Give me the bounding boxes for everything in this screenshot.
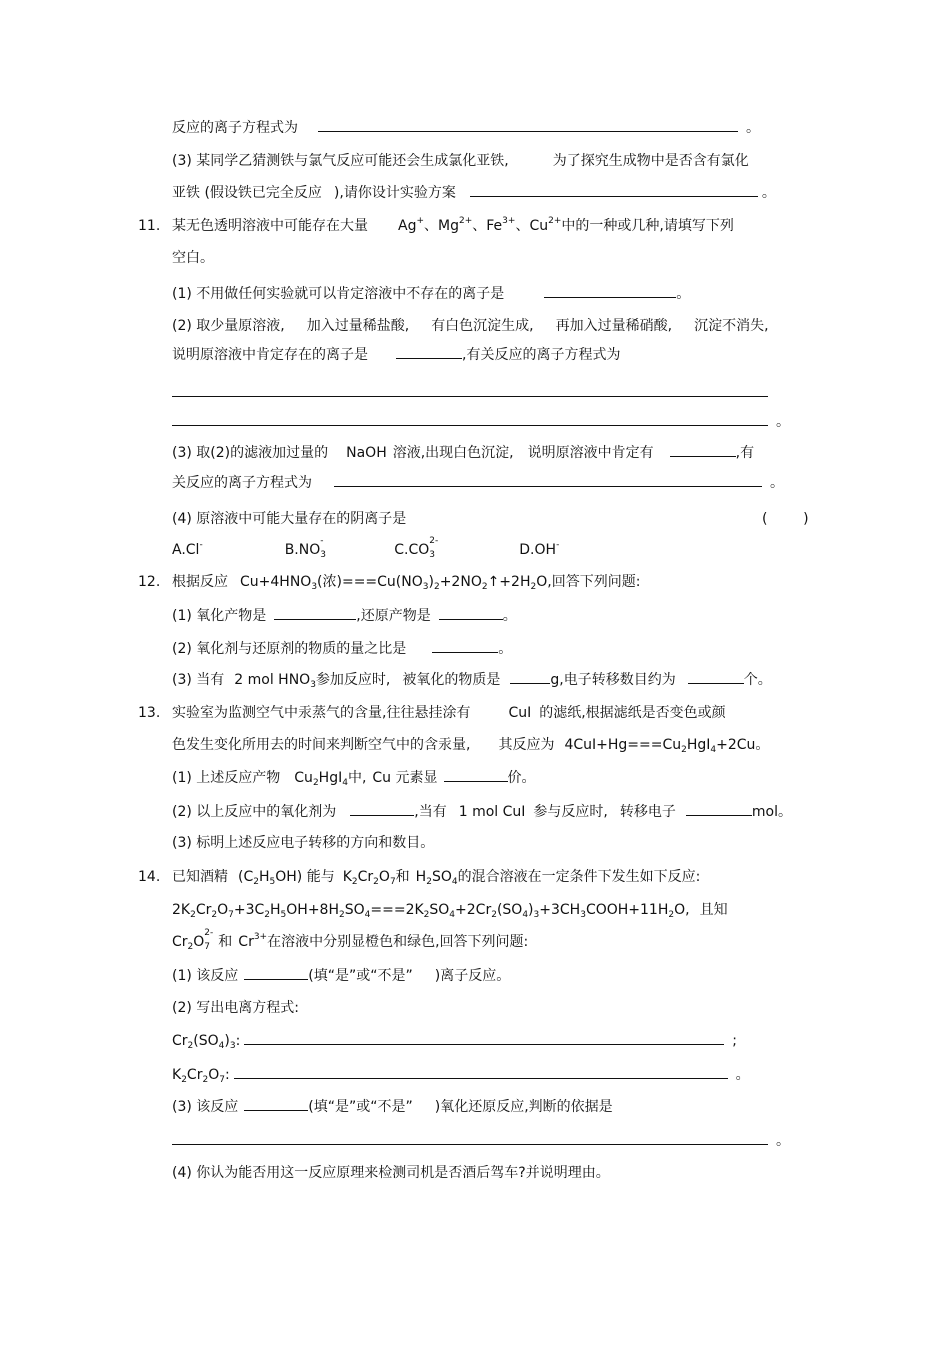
- q12-part2: [172, 637, 812, 661]
- q11-part3-line2: [172, 471, 812, 495]
- text: (4) 原溶液中可能大量存在的阴离子是: [172, 511, 407, 527]
- answer-blank[interactable]: [686, 800, 752, 816]
- eq: SO: [431, 869, 452, 885]
- sub-sup: [429, 536, 443, 560]
- text: 价。: [507, 770, 536, 786]
- text: :: [224, 1067, 230, 1083]
- q13-stem-line2: [172, 733, 812, 757]
- text: Cu: [294, 770, 313, 786]
- subscript: 4: [364, 910, 371, 920]
- subscript: 3: [310, 680, 316, 690]
- text: 和: [395, 869, 410, 885]
- text: 。: [776, 414, 790, 430]
- subscript: 2: [668, 910, 675, 920]
- subscript: 2: [423, 910, 430, 920]
- subscript: 2: [202, 1075, 209, 1085]
- charge: -: [199, 540, 203, 550]
- eq: O: [193, 934, 205, 950]
- text: (2) 以上反应中的氧化剂为: [172, 804, 337, 820]
- text: ,有关反应的离子方程式为: [462, 347, 621, 363]
- text: D.OH: [519, 542, 557, 558]
- text: 为了探究生成物中是否含有氯化: [552, 153, 749, 169]
- q14-part3: [172, 1095, 812, 1119]
- q14-equation: [172, 898, 817, 922]
- text: (1) 上述反应产物: [172, 770, 281, 786]
- eq: O: [208, 1067, 220, 1083]
- text: 。: [502, 608, 517, 624]
- q11-part4: [172, 507, 812, 531]
- answer-blank[interactable]: [234, 1063, 728, 1079]
- text: )氧化还原反应,判断的依据是: [434, 1099, 613, 1115]
- q11-part2-line1: [172, 314, 812, 338]
- eq: +2Cr: [455, 902, 492, 918]
- eq: ↑+2H: [487, 574, 531, 590]
- charge: 2-: [429, 536, 439, 546]
- answer-blank[interactable]: [244, 1095, 308, 1111]
- text: 。: [770, 475, 784, 491]
- text: 个。: [743, 672, 772, 688]
- subscript: 2: [253, 877, 259, 887]
- text: 某无色透明溶液中可能存在大量: [172, 218, 368, 234]
- text: 再加入过量稀硝酸,: [555, 318, 673, 334]
- text: (3) 该反应: [172, 1099, 239, 1115]
- charge: -: [320, 536, 324, 546]
- text: ,还原产物是: [356, 608, 431, 624]
- subscript: 2: [426, 877, 432, 887]
- charge: +: [416, 216, 425, 226]
- eq: O,回答下列问题:: [536, 574, 641, 590]
- subscript: 2: [530, 582, 537, 592]
- text: ;: [732, 1033, 738, 1049]
- text: (2) 氧化剂与还原剂的物质的量之比是: [172, 641, 407, 657]
- text: (2) 取少量原溶液,: [172, 318, 285, 334]
- answer-blank[interactable]: [172, 1129, 768, 1145]
- answer-blank[interactable]: [244, 964, 308, 980]
- sep: 、: [515, 218, 530, 234]
- q13-part2: [172, 800, 812, 824]
- subscript: 4: [710, 745, 717, 755]
- subscript: 3: [580, 910, 586, 920]
- subscript: 2: [187, 1041, 194, 1051]
- text: (3) 某同学乙猜测铁与氯气反应可能还会生成氯化亚铁,: [172, 153, 509, 169]
- eq: (SO: [496, 902, 523, 918]
- eq: O: [378, 869, 390, 885]
- text: :: [235, 1033, 241, 1049]
- charge: 2+: [458, 216, 473, 226]
- eq: K: [172, 1067, 182, 1083]
- answer-blank[interactable]: [244, 1029, 724, 1045]
- answer-blank[interactable]: [688, 668, 744, 684]
- text: (4) 你认为能否用这一反应原理来检测司机是否酒后驾车?并说明理由。: [172, 1165, 610, 1181]
- q11-part1: [172, 282, 812, 306]
- answer-blank[interactable]: [334, 471, 762, 487]
- text: 参加反应时,: [315, 672, 391, 688]
- question-number: 11.: [138, 218, 161, 234]
- text: 已知酒精: [172, 869, 228, 885]
- text: (1) 氧化产物是: [172, 608, 267, 624]
- text: 被氧化的物质是: [402, 672, 501, 688]
- question-number: 14.: [138, 869, 161, 885]
- subscript: 2: [681, 745, 687, 755]
- text: (1) 该反应: [172, 968, 239, 984]
- subscript: 2: [181, 1075, 187, 1085]
- answer-blank[interactable]: [444, 766, 508, 782]
- answer-blank[interactable]: [470, 181, 758, 197]
- subscript: 4: [522, 910, 529, 920]
- eq: Cr: [186, 1067, 203, 1083]
- eq: (SO: [193, 1033, 219, 1049]
- eq: SO: [344, 902, 365, 918]
- answer-paren[interactable]: ( ): [762, 511, 809, 527]
- answer-blank[interactable]: [510, 668, 550, 684]
- text: 。: [498, 641, 513, 657]
- subscript: 7: [228, 910, 234, 920]
- text: HgI: [318, 770, 343, 786]
- subscript: 4: [218, 1041, 225, 1051]
- subscript: 4: [451, 877, 458, 887]
- answer-blank[interactable]: [396, 343, 462, 359]
- text: 说明原溶液中肯定存在的离子是: [172, 347, 368, 363]
- q14-part2: [172, 996, 812, 1020]
- subscript: 3: [422, 582, 429, 592]
- eq: SO: [429, 902, 450, 918]
- subscript: 2: [190, 910, 196, 920]
- eq: H: [258, 869, 270, 885]
- text: (1) 不用做任何实验就可以肯定溶液中不存在的离子是: [172, 286, 505, 302]
- text: 实验室为监测空气中汞蒸气的含量,往往悬挂涂有: [172, 705, 471, 721]
- subscript: 5: [280, 910, 287, 920]
- q11-stem-line1: [172, 214, 812, 238]
- text: 空白。: [172, 250, 214, 266]
- subscript: 4: [342, 778, 348, 788]
- subscript: 2: [312, 778, 319, 788]
- answer-blank[interactable]: [432, 637, 498, 653]
- option-d[interactable]: [519, 542, 559, 558]
- text: (3) 标明上述反应电子转移的方向和数目。: [172, 835, 435, 851]
- eq: +2NO: [439, 574, 482, 590]
- eq: O: [217, 902, 229, 918]
- q14-stem: [172, 865, 812, 889]
- text: 且知: [699, 902, 728, 918]
- option-b[interactable]: [284, 536, 329, 560]
- text: 中,: [347, 770, 367, 786]
- eq: ): [428, 574, 434, 590]
- sep: 、: [472, 218, 487, 234]
- text: 其反应为: [498, 737, 555, 753]
- q14-part1: [172, 964, 812, 988]
- subscript: 2: [433, 582, 440, 592]
- text: Cu 元素显: [372, 770, 438, 786]
- text: 加入过量稀盐酸,: [306, 318, 410, 334]
- text: CuI: [508, 705, 532, 721]
- subscript: 3: [320, 550, 326, 560]
- q11-stem-line2: [172, 246, 812, 270]
- eq: H: [415, 869, 427, 885]
- eq: +3C: [233, 902, 265, 918]
- text: ,有: [735, 445, 755, 461]
- eq: (C: [238, 869, 254, 885]
- eq: 2K: [172, 902, 191, 918]
- eq: K: [342, 869, 352, 885]
- text: 有白色沉淀生成,: [431, 318, 534, 334]
- ion-mg: Mg: [438, 218, 459, 234]
- text: 和: [218, 934, 233, 950]
- eq: ===2K: [370, 902, 424, 918]
- q11-part2-answer-line1: [172, 381, 812, 405]
- answer-blank[interactable]: [318, 116, 738, 132]
- subscript: 3: [533, 910, 540, 920]
- text: mol。: [751, 804, 792, 820]
- text: g,电子转移数目约为: [550, 672, 676, 688]
- answer-blank[interactable]: [670, 441, 736, 457]
- answer-blank[interactable]: [350, 800, 414, 816]
- ion-fe: Fe: [486, 218, 503, 234]
- text: 的混合溶液在一定条件下发生如下反应:: [457, 869, 701, 885]
- text: 溶液,出现白色沉淀,: [392, 445, 514, 461]
- question-number: 13.: [138, 705, 161, 721]
- sep: 、: [424, 218, 439, 234]
- text: 沉淀不消失,: [694, 318, 769, 334]
- text: 。: [735, 1067, 750, 1083]
- q11-options: [172, 538, 812, 562]
- text: 的滤纸,根据滤纸是否变色或颜: [539, 705, 726, 721]
- charge: -: [556, 540, 560, 550]
- text: 亚铁 (假设铁已完全反应: [172, 185, 322, 201]
- eq: OH+8H: [286, 902, 339, 918]
- eq: Cr: [238, 934, 254, 950]
- charge: 2-: [204, 928, 214, 938]
- eq: Cr: [172, 934, 188, 950]
- text: 反应的离子方程式为: [172, 120, 298, 136]
- text: 在溶液中分别显橙色和绿色,回答下列问题:: [267, 934, 529, 950]
- answer-blank[interactable]: [439, 604, 503, 620]
- subscript: 2: [264, 910, 271, 920]
- option-a[interactable]: [172, 542, 203, 558]
- text: 说明原溶液中肯定有: [527, 445, 654, 461]
- text: 关反应的离子方程式为: [172, 475, 312, 491]
- q12-stem: [172, 570, 812, 594]
- text: (3) 当有: [172, 672, 225, 688]
- text: )离子反应。: [434, 968, 511, 984]
- option-c[interactable]: [394, 536, 443, 560]
- text: 色发生变化所用去的时间来判断空气中的含汞量,: [172, 737, 471, 753]
- eq: Cr: [195, 902, 212, 918]
- q14-part2-line2: [172, 1063, 812, 1087]
- subscript: 2: [351, 877, 358, 887]
- line-ionic-equation: [172, 116, 812, 140]
- subscript: 7: [219, 1075, 225, 1085]
- q14-part3-answer: [172, 1129, 812, 1153]
- text: 参与反应时,: [533, 804, 608, 820]
- subscript: 7: [204, 942, 211, 952]
- answer-blank[interactable]: [274, 604, 356, 620]
- q11-part2-line2: [172, 343, 812, 367]
- text: A.Cl: [172, 542, 200, 558]
- q14-part2-line1: [172, 1029, 812, 1053]
- text: 中的一种或几种,请填写下列: [561, 218, 734, 234]
- eq: +2Cu。: [716, 737, 770, 753]
- subscript: 3: [429, 550, 436, 560]
- subscript: 3: [229, 1041, 236, 1051]
- text: (填“是”或“不是”: [308, 968, 413, 984]
- q14-stem-line3: [172, 930, 812, 954]
- eq: +3CH: [539, 902, 581, 918]
- q10-part3-line1: [172, 149, 812, 173]
- eq: (浓)===Cu(NO: [317, 574, 423, 590]
- eq: ): [224, 1033, 230, 1049]
- answer-blank[interactable]: [172, 410, 768, 426]
- text: 。: [776, 1133, 790, 1149]
- text: C.CO: [394, 542, 430, 558]
- eq: Cr: [357, 869, 374, 885]
- q13-stem-line1: [172, 701, 812, 725]
- q13-part1: [172, 766, 812, 790]
- text: 。: [761, 185, 776, 201]
- sub-sup: [320, 536, 328, 560]
- text: ,当有: [414, 804, 447, 820]
- subscript: 7: [389, 877, 396, 887]
- q10-part3-line2: [172, 181, 812, 205]
- subscript: 2: [187, 942, 194, 952]
- subscript: 2: [491, 910, 497, 920]
- question-number: 12.: [138, 574, 161, 590]
- text: 。: [746, 120, 760, 136]
- eq: 4CuI+Hg===Cu: [564, 737, 682, 753]
- eq: O,: [674, 902, 690, 918]
- eq: ): [528, 902, 534, 918]
- eq: Cr: [172, 1033, 188, 1049]
- q11-part2-answer-line2: [172, 410, 812, 434]
- eq: H: [270, 902, 281, 918]
- text: (3) 取(2)的滤液加过量的: [172, 445, 329, 461]
- charge: 2+: [548, 216, 562, 226]
- text: (2) 写出电离方程式:: [172, 1000, 299, 1016]
- text: 1 mol CuI: [458, 804, 526, 820]
- subscript: 4: [449, 910, 456, 920]
- answer-blank[interactable]: [544, 282, 676, 298]
- text: 转移电子: [619, 804, 676, 820]
- text: B.NO: [284, 542, 321, 558]
- q11-part3-line1: [172, 441, 812, 465]
- q14-part4: [172, 1161, 812, 1185]
- ion-ag: Ag: [398, 218, 417, 234]
- eq: COOH+11H: [585, 902, 669, 918]
- text: 2 mol HNO: [234, 672, 311, 688]
- charge: 3+: [502, 216, 516, 226]
- subscript: 5: [269, 877, 276, 887]
- text: 。: [676, 286, 691, 302]
- ion-cu: Cu: [529, 218, 549, 234]
- q12-part1: [172, 604, 812, 628]
- subscript: 2: [211, 910, 218, 920]
- subscript: 2: [373, 877, 379, 887]
- subscript: 3: [311, 582, 318, 592]
- charge: 3+: [253, 932, 268, 942]
- text: (填“是”或“不是”: [308, 1099, 413, 1115]
- sub-sup: [204, 928, 218, 952]
- q13-part3: [172, 831, 812, 855]
- subscript: 2: [481, 582, 488, 592]
- q12-part3: [172, 668, 812, 692]
- text: 根据反应: [172, 574, 228, 590]
- text: ),请你设计实验方案: [333, 185, 456, 201]
- answer-blank[interactable]: [172, 381, 768, 397]
- eq: HgI: [686, 737, 711, 753]
- eq: OH) 能与: [275, 869, 335, 885]
- eq: Cu+4HNO: [240, 574, 312, 590]
- subscript: 2: [339, 910, 345, 920]
- text: NaOH: [346, 445, 387, 461]
